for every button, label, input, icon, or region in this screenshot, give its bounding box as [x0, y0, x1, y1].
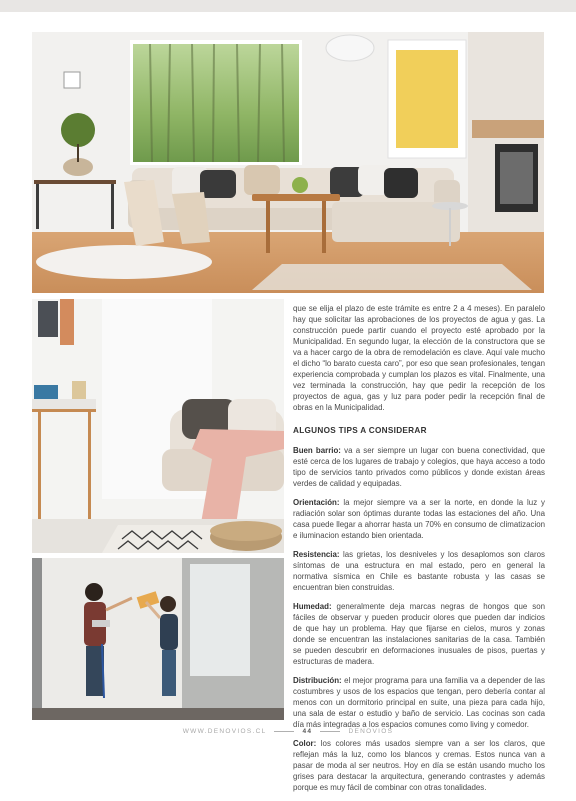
tip-term: Buen barrio:: [293, 446, 341, 455]
living-room-photo: [32, 32, 544, 293]
living-room-illustration: [32, 32, 544, 293]
reading-corner-photo: [32, 299, 284, 553]
footer-brand: DENOVIOS: [348, 728, 394, 735]
tip-paragraph-color: [293, 738, 545, 793]
tip-paragraph-distribucion: [293, 675, 545, 730]
tip-paragraph-orientacion: [293, 497, 545, 541]
tip-text: los colores más usados siempre van a ser los claros, que reflejan más la luz, como los blancos y cremas. Estos nunca van a pasar de moda al ser neutros. Hoy en día se están usando mucho los grises para destacar la arquitectura, generando contrastes y además porque es muy fácil de combinar con otras tonalidades.: [293, 739, 545, 792]
tip-term: Orientación:: [293, 498, 340, 507]
section-title: ALGUNOS TIPS A CONSIDERAR: [293, 426, 427, 435]
footer-divider: [320, 731, 340, 732]
couple-painting-photo: [32, 558, 284, 720]
tip-term: Distribución:: [293, 676, 342, 685]
couple-painting-illustration: [32, 558, 284, 720]
footer-divider: [274, 731, 294, 732]
tip-text: el mejor programa para una familia va a depender de las costumbres y usos de los espacios que tengan, pero debería contar al menos con un dormitorio principal en suite, una pieza para cada hijo, una sala de estar o estudio y baño de servicio. Las cocinas son cada día más integradas a los espacios comunes como living y comedor.: [293, 676, 545, 729]
tip-text: la mejor siempre va a ser la norte, en donde la luz y radiación solar son óptimas durante todas las estaciones del año. Una casa puede llegar a ahorrar hasta un 70% en consumo de climatizacion e iluminacion estando bien orientada.: [293, 498, 545, 540]
page-number: 44: [302, 728, 313, 735]
tip-paragraph-resistencia: [293, 549, 545, 593]
tip-text: generalmente deja marcas negras de hongos que son fáciles de observar y pueden producir olores que pueden dar indicios de que hay un problema. Hay que fijarse en cielos, muros y zonas donde se encuentran las instalaciones sanitarias de la casa. También se pueden descubrir en deformaciones inusuales de pisos, puertas y estructuras de madera.: [293, 602, 545, 666]
page-footer: [0, 728, 576, 735]
tip-term: Humedad:: [293, 602, 332, 611]
tip-paragraph-humedad: [293, 601, 545, 667]
intro-paragraph: que se elija el plazo de este trámite es entre 2 a 4 meses). En paralelo hay que solicitar las aprobaciones de los proyectos de agua y gas. La construcción puede partir cuando el proyecto esté aprobado por la Municipalidad. En segundo lugar, la elección de la constructora que se va a hacer cargo de la obra de remodelación es clave. Aquí vale mucho el dicho “lo barato cuesta caro”, por eso que sean profesionales, tengan experiencia comprobada y cumplan los plazos es vital. Finalmente, una vez terminada la construcción, hay que pedir la recepción de los proyectos de agua, gas y luz para poder pedir la recepción final de obras en la Municipalidad.: [293, 304, 545, 412]
tip-paragraph-buen-barrio: [293, 445, 545, 489]
reading-corner-illustration: [32, 299, 284, 553]
top-bar: [0, 0, 576, 12]
footer-site-link[interactable]: WWW.DENOVIOS.CL: [182, 728, 267, 735]
article-body: [293, 303, 545, 801]
tip-text: va a ser siempre un lugar con buena conectividad, que esté cerca de los lugares de trabajo y colegios, que haya acceso a todo tipo de servicios tanto privados como públicos y donde existan áreas verdes de calidad y equipadas.: [293, 446, 545, 488]
tip-text: las grietas, los desniveles y los desaplomos son claros síntomas de una estructura en mal estado, pero en general la normativa sísmica en Chile es bastante robusta y las casas se encuentran bien construidas.: [293, 550, 545, 592]
tip-term: Resistencia:: [293, 550, 340, 559]
tip-term: Color:: [293, 739, 317, 748]
